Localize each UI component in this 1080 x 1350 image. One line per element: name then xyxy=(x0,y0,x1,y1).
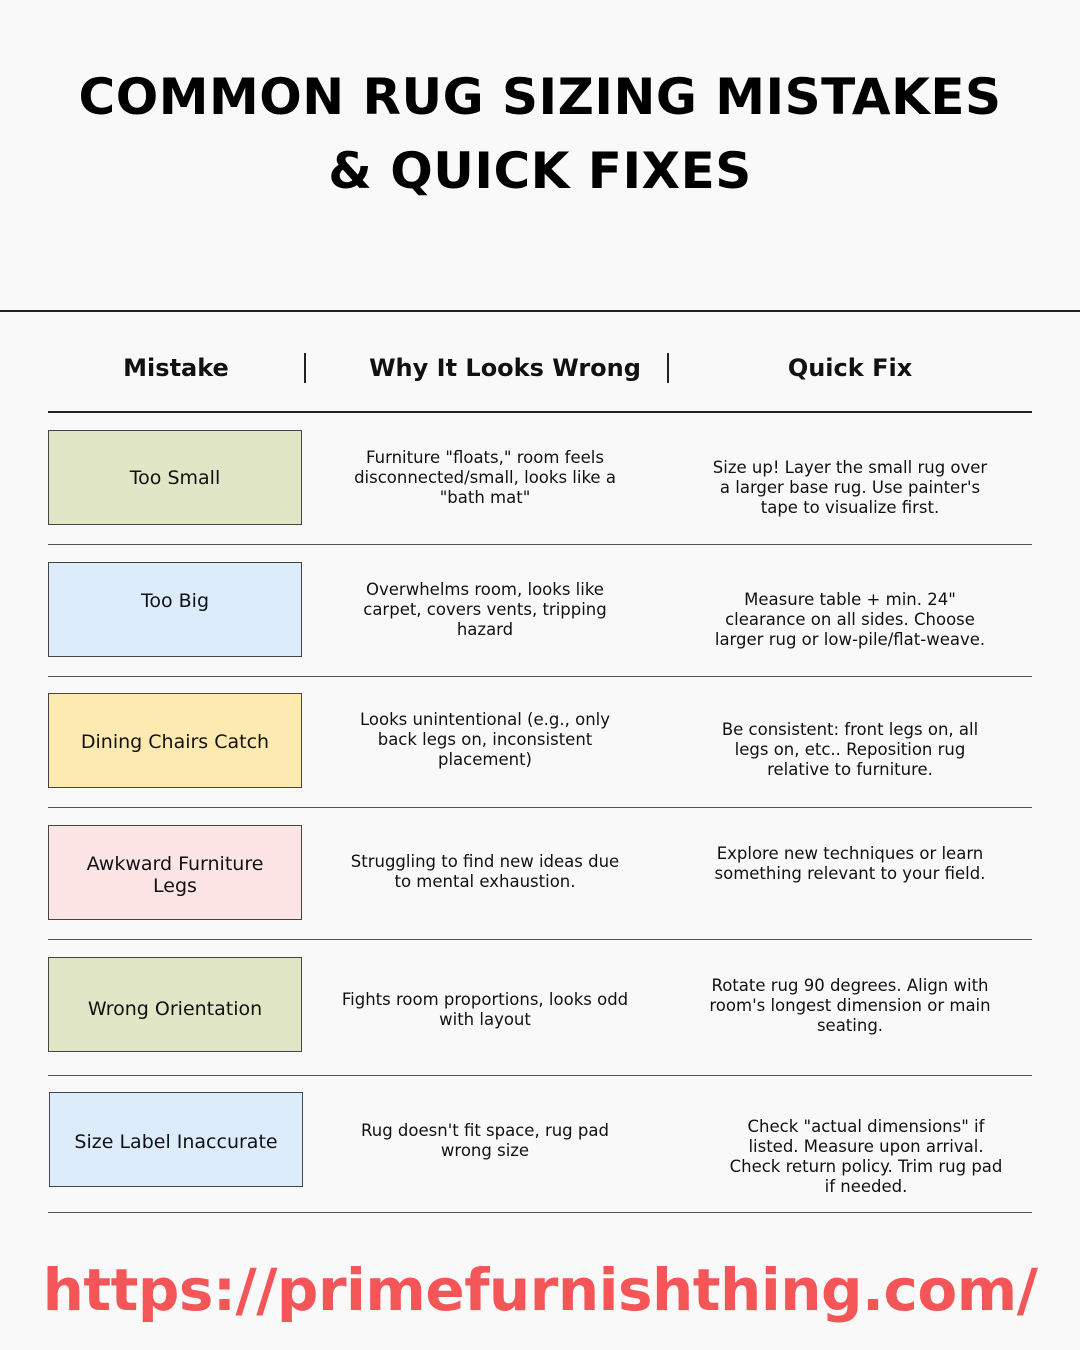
title-divider xyxy=(0,310,1080,312)
row-divider xyxy=(48,544,1032,545)
why-cell: Struggling to find new ideas due to mental exhaustion. xyxy=(350,852,620,891)
column-header-mistake: Mistake xyxy=(123,354,229,382)
why-cell: Looks unintentional (e.g., only back legs on, inconsistent placement) xyxy=(359,710,610,769)
header-divider xyxy=(48,411,1032,413)
column-separator-1 xyxy=(304,353,306,383)
mistake-cell: Too Big xyxy=(48,562,302,657)
mistake-cell: Wrong Orientation xyxy=(48,957,302,1052)
mistake-cell: Size Label Inaccurate xyxy=(49,1092,303,1187)
row-divider xyxy=(48,807,1032,808)
why-cell: Overwhelms room, looks like carpet, covers vents, tripping hazard xyxy=(363,580,607,639)
fix-cell: Rotate rug 90 degrees. Align with room's longest dimension or main seating. xyxy=(709,976,991,1035)
why-cell: Furniture "floats," room feels disconnected/small, looks like a "bath mat" xyxy=(354,448,616,507)
mistake-cell: Too Small xyxy=(48,430,302,525)
title-line-2: & QUICK FIXES xyxy=(328,142,752,200)
why-cell: Fights room proportions, looks odd with layout xyxy=(341,990,629,1029)
mistake-cell: Dining Chairs Catch xyxy=(48,693,302,788)
website-link[interactable]: https://primefurnishthing.com/ xyxy=(42,1256,1038,1324)
fix-cell: Check "actual dimensions" if listed. Measure upon arrival. Check return policy. Trim rug pad if needed. xyxy=(729,1117,1003,1196)
column-header-why: Why It Looks Wrong xyxy=(369,354,641,382)
fix-cell: Size up! Layer the small rug over a larger base rug. Use painter's tape to visualize first. xyxy=(712,458,988,517)
row-divider xyxy=(48,1212,1032,1213)
page-title xyxy=(0,60,1080,208)
title-line-1: COMMON RUG SIZING MISTAKES xyxy=(78,68,1002,126)
why-cell: Rug doesn't fit space, rug pad wrong size xyxy=(361,1121,609,1160)
row-divider xyxy=(48,1075,1032,1076)
fix-cell: Be consistent: front legs on, all legs on, etc.. Reposition rug relative to furniture. xyxy=(721,720,979,779)
mistake-cell: Awkward Furniture Legs xyxy=(48,825,302,920)
column-separator-2 xyxy=(667,353,669,383)
row-divider xyxy=(48,939,1032,940)
row-divider xyxy=(48,676,1032,677)
fix-cell: Explore new techniques or learn something relevant to your field. xyxy=(714,844,986,883)
fix-cell: Measure table + min. 24" clearance on all sides. Choose larger rug or low-pile/flat-weave. xyxy=(714,590,986,649)
column-header-fix: Quick Fix xyxy=(787,354,913,382)
